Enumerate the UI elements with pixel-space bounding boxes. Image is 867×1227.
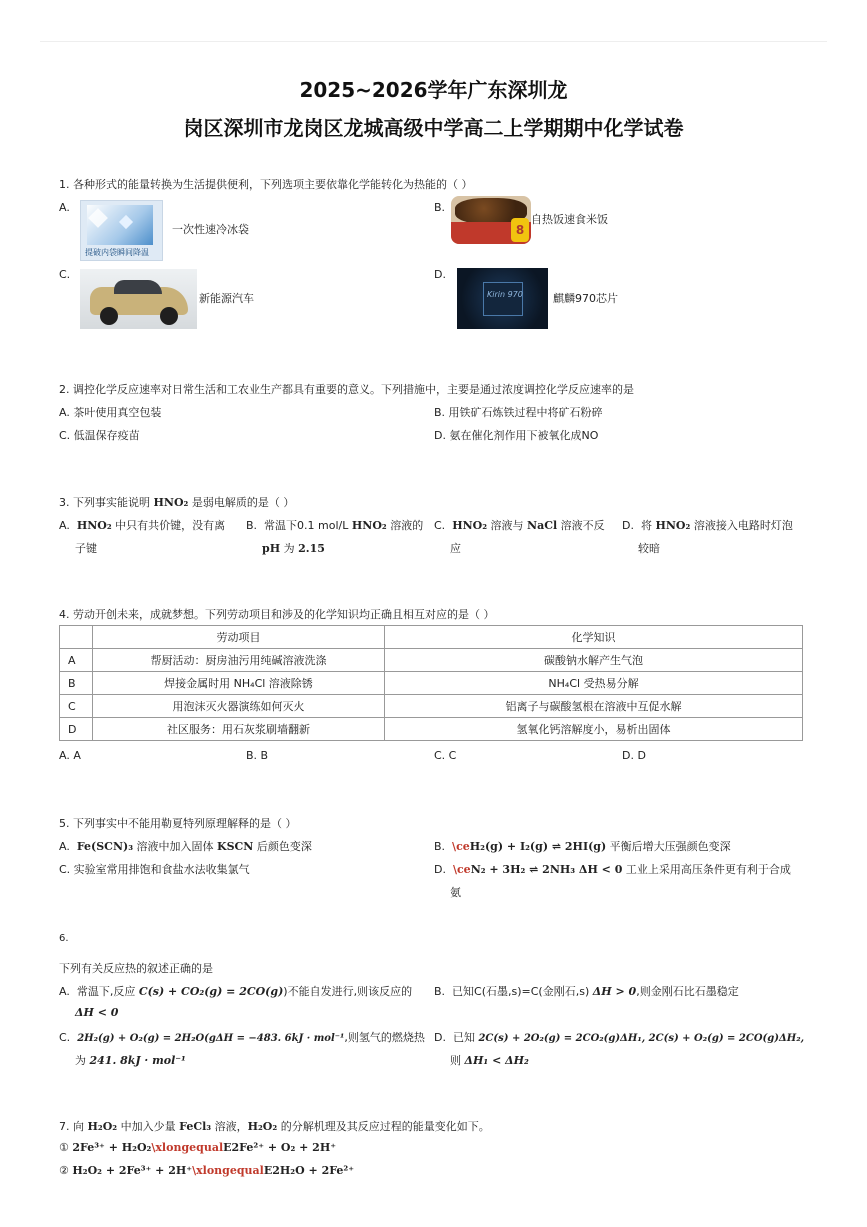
table-cell: A [60,649,93,672]
q1-option-d-text: 麒麟970芯片 [553,292,618,305]
q2-stem: 2. 调控化学反应速率对日常生活和工农业生产都具有重要的意义。下列措施中，主要是通过浓度调控化学反应速率的是 [59,383,634,396]
q4-choice-d[interactable]: D. D [622,749,646,762]
table-row [60,649,803,672]
ice-pack-caption: 提破内袋瞬间降温 [85,248,149,257]
table-cell: 焊接金属时用 NH₄Cl 溶液除锈 [93,672,385,695]
table-row [60,695,803,718]
q1-option-c-letter[interactable]: C. [59,268,71,281]
table-cell: 帮厨活动：厨房油污用纯碱溶液洗涤 [93,649,385,672]
q4-choice-c[interactable]: C. C [434,749,457,762]
q2-option-c[interactable]: C. 低温保存疫苗 [59,429,140,442]
chip-label: Kirin 970 [487,290,523,299]
ev-car-image [80,269,197,329]
table-cell: B [60,672,93,695]
ice-pack-image [80,200,163,261]
q1-option-c-text: 新能源汽车 [199,292,254,305]
kirin-chip-image [457,268,548,329]
q7-stem: 7. 向 H₂O₂ 中加入少量 FeCl₃ 溶液，H₂O₂ 的分解机理及其反应过程的能量变化如下。 [59,1120,490,1133]
q3-option-c-cont: 应 [450,542,461,555]
q3-option-d-cont: 较暗 [638,542,660,555]
table-row [60,718,803,741]
q1-option-a-text: 一次性速冷冰袋 [172,223,249,236]
q2-option-b[interactable]: B. 用铁矿石炼铁过程中将矿石粉碎 [434,406,603,419]
q5-option-d-cont: 氨 [450,886,461,899]
q6-option-a[interactable]: A. 常温下,反应 C(s) + CO₂(g) = 2CO(g))不能自发进行,则该反应的 [59,985,413,998]
q6-option-c-cont: 为 241. 8kJ · mol⁻¹ [75,1054,186,1067]
q4-choice-b[interactable]: B. B [246,749,269,762]
q3-option-c[interactable]: C. HNO₂ 溶液与 NaCl 溶液不反 [434,519,605,532]
q1-option-d-letter[interactable]: D. [434,268,446,281]
q5-option-a[interactable]: A. Fe(SCN)₃ 溶液中加入固体 KSCN 后颜色变深 [59,840,312,853]
q3-option-b[interactable]: B. 常温下0.1 mol/L HNO₂ 溶液的 [246,519,424,532]
q5-option-d[interactable]: D. \ceN₂ + 3H₂ ⇌ 2NH₃ ΔH < 0 工业上采用高压条件更有利于合成 [434,863,791,876]
q2-option-a[interactable]: A. 茶叶使用真空包装 [59,406,162,419]
table-cell: D [60,718,93,741]
table-header-cell: 劳动项目 [93,626,385,649]
table-row [60,672,803,695]
q1-option-b-letter[interactable]: B. [434,201,446,214]
q6-option-a-cont: ΔH < 0 [75,1006,119,1019]
q3-option-d[interactable]: D. 将 HNO₂ 溶液接入电路时灯泡 [622,519,793,532]
table-cell: NH₄Cl 受热易分解 [385,672,803,695]
q7-reaction-2: ② H₂O₂ + 2Fe³⁺ + 2H⁺\xlongequalE2H₂O + 2Fe²⁺ [59,1164,355,1177]
rice-badge: 8 [511,218,529,242]
q2-option-d[interactable]: D. 氨在催化剂作用下被氧化成NO [434,429,599,442]
table-cell: C [60,695,93,718]
exam-title-line1: 2025~2026学年广东深圳龙 [299,78,568,102]
q6-option-b[interactable]: B. 已知C(石墨,s)=C(金刚石,s) ΔH > 0,则金刚石比石墨稳定 [434,985,739,998]
q4-choice-a[interactable]: A. A [59,749,81,762]
table-header-row [60,626,803,649]
q1-option-a-letter[interactable]: A. [59,201,70,214]
exam-title-line2: 岗区深圳市龙岗区龙城高级中学高二上学期期中化学试卷 [183,116,684,140]
table-cell: 氢氧化钙溶解度小，易析出固体 [385,718,803,741]
q4-table [59,625,803,741]
q6-option-d[interactable]: D. 已知 2C(s) + 2O₂(g) = 2CO₂(g)ΔH₁, 2C(s) + O₂(g) = 2CO(g)ΔH₂, [434,1031,805,1044]
q1-stem: 1. 各种形式的能量转换为生活提供便利，下列选项主要依靠化学能转化为热能的（ ） [59,178,473,191]
table-cell: 用泡沫灭火器演练如何灭火 [93,695,385,718]
q6-option-c[interactable]: C. 2H₂(g) + O₂(g) = 2H₂O(gΔH = −483. 6kJ · mol⁻¹,则氢气的燃烧热 [59,1031,425,1044]
q3-stem: 3. 下列事实能说明 HNO₂ 是弱电解质的是（ ） [59,496,295,509]
q3-option-a-cont: 子键 [75,542,97,555]
q3-option-a[interactable]: A. HNO₂ 中只有共价键，没有离 [59,519,226,532]
table-cell: 碳酸钠水解产生气泡 [385,649,803,672]
q5-option-b[interactable]: B. \ceH₂(g) + I₂(g) ⇌ 2HI(g) 平衡后增大压强颜色变深 [434,840,731,853]
table-cell: 社区服务：用石灰浆刷墙翻新 [93,718,385,741]
q7-reaction-1: ① 2Fe³⁺ + H₂O₂\xlongequalE2Fe²⁺ + O₂ + 2H⁺ [59,1141,337,1154]
q3-option-b-cont: pH 为 2.15 [262,542,325,555]
q4-stem: 4. 劳动开创未来，成就梦想。下列劳动项目和涉及的化学知识均正确且相互对应的是（ ） [59,608,495,621]
q6-stem: 下列有关反应热的叙述正确的是 [59,962,213,975]
q6-number: 6. [59,933,69,944]
q5-option-c[interactable]: C. 实验室常用排饱和食盐水法收集氯气 [59,863,250,876]
q5-stem: 5. 下列事实中不能用勒夏特列原理解释的是（ ） [59,817,297,830]
table-cell: 铝离子与碳酸氢根在溶液中互促水解 [385,695,803,718]
q6-option-d-cont: 则 ΔH₁ < ΔH₂ [450,1054,529,1067]
table-header-cell: 化学知识 [385,626,803,649]
self-heating-rice-image [451,196,531,244]
q1-option-b-text: 自热饭速食米饭 [531,213,608,226]
table-header-cell [60,626,93,649]
top-divider [40,41,827,42]
